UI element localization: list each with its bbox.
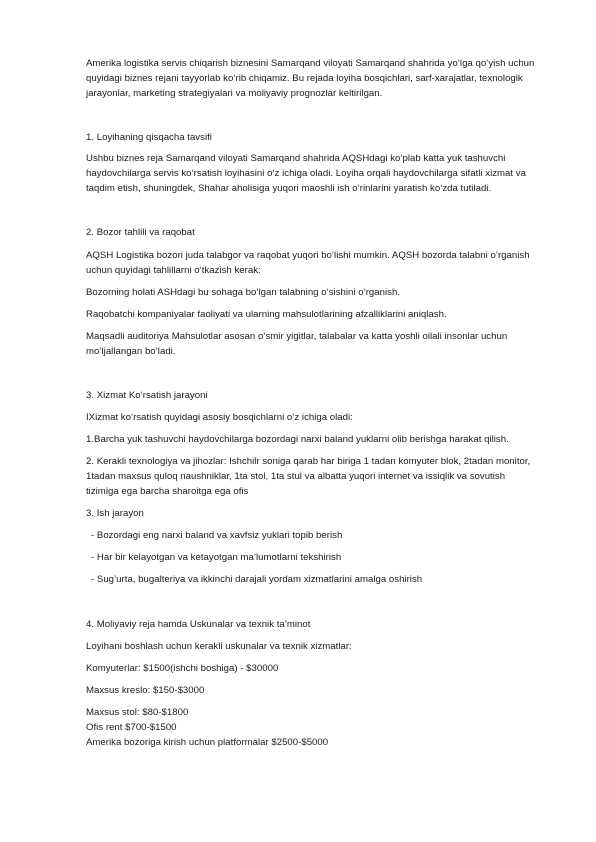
intro-line: quyidagi biznes rejani tayyorlab ko‘rib chiqamiz. Bu rejada loyiha bosqichlari, sarf-xarajatlar, texnologik [86,73,523,84]
intro-line: Amerika logistika servis chiqarish biznesini Samarqand viloyati Samarqand shahrida yo‘lga qo‘yish uchun [86,58,535,69]
paragraph-line: Raqobatchi kompaniyalar faoliyati va ularning mahsulotlarining afzalliklarini aniqlash. [86,309,447,320]
intro-line: jarayonlar, marketing strategiyalari va moliyaviy prognozlar keltirilgan. [86,88,383,99]
paragraph-line: Amerika bozoriga kirish uchun platformalar $2500-$5000 [86,737,329,748]
paragraph-line: 1.Barcha yuk tashuvchi haydovchilarga bozordagi narxi baland yuklarni olib berishga harakat qilish. [86,434,509,445]
list-item: - Bozordagi eng narxi baland va xavfsiz yuklari topib berish [91,530,343,541]
paragraph-line: Maqsadli auditoriya Mahsulotlar asosan o‘smir yigitlar, talabalar va katta yoshli oilali insonlar uchun [86,331,508,342]
list-item: - Har bir kelayotgan va ketayotgan ma’lumotlarni tekshirish [91,552,342,563]
paragraph-line: IXizmat ko‘rsatish quyidagi asosiy bosqichlarni o‘z ichiga oladi: [86,412,353,423]
section-heading: 4. Moliyaviy reja hamda Uskunalar va texnik ta’minot [86,619,311,630]
section-heading: 3. Xizmat Ko‘rsatish jarayoni [86,390,208,401]
paragraph-line: uchun quyidagi tahlillarni o‘tkazish kerak: [86,265,261,276]
section-heading: 1. Loyihaning qisqacha tavsifi [86,132,212,143]
paragraph-line: taqdim etish, shuningdek, Shahar aholisiga yuqori maoshli ish o‘rinlarini yaratish ko‘zda tutiladi. [86,183,492,194]
paragraph-line: 1tadan maxsus quloq naushniklar, 1ta stol, 1ta stul va albatta yuqori internet va issiqlik va sovutish [86,471,506,482]
paragraph-line: mo‘ljallangan bo‘ladi. [86,346,176,357]
section-heading: 2. Bozor tahlili va raqobat [86,227,195,238]
paragraph-line: 2. Kerakli texnologiya va jihozlar: Ishchilr soniga qarab har biriga 1 tadan komyuter blok, 2tadan monitor, [86,456,531,467]
paragraph-line: 3. Ish jarayon [86,508,144,519]
paragraph-line: Komyuterlar: $1500(ishchi boshiga) - $30000 [86,663,279,674]
list-item: - Sug’urta, bugalteriya va ikkinchi darajali yordam xizmatlarini amalga oshirish [91,574,423,585]
paragraph-line: Maxsus stol: $80-$1800 [86,707,189,718]
paragraph-line: haydovchilarga servis ko‘rsatish loyihasini o‘z ichiga oladi. Loyiha orqali haydovchilarga sifatli xizmat va [86,168,526,179]
paragraph-line: Ushbu biznes reja Samarqand viloyati Samarqand shahrida AQSHdagi ko‘plab katta yuk tashuvchi [86,153,506,164]
paragraph-line: Maxsus kreslo: $150-$3000 [86,685,205,696]
paragraph-line: tizimiga ega barcha sharoitga ega ofis [86,486,249,497]
paragraph-line: AQSH Logistika bozori juda talabgor va raqobat yuqori bo‘lishi mumkin. AQSH bozorda talabni o‘rganish [86,250,530,261]
paragraph-line: Ofis rent $700-$1500 [86,722,177,733]
paragraph-line: Loyihani boshlash uchun kerakli uskunalar va texnik xizmatlar: [86,641,352,652]
paragraph-line: Bozorning holati ASHdagi bu sohaga bo‘lgan talabning o‘sishini o‘rganish. [86,287,401,298]
